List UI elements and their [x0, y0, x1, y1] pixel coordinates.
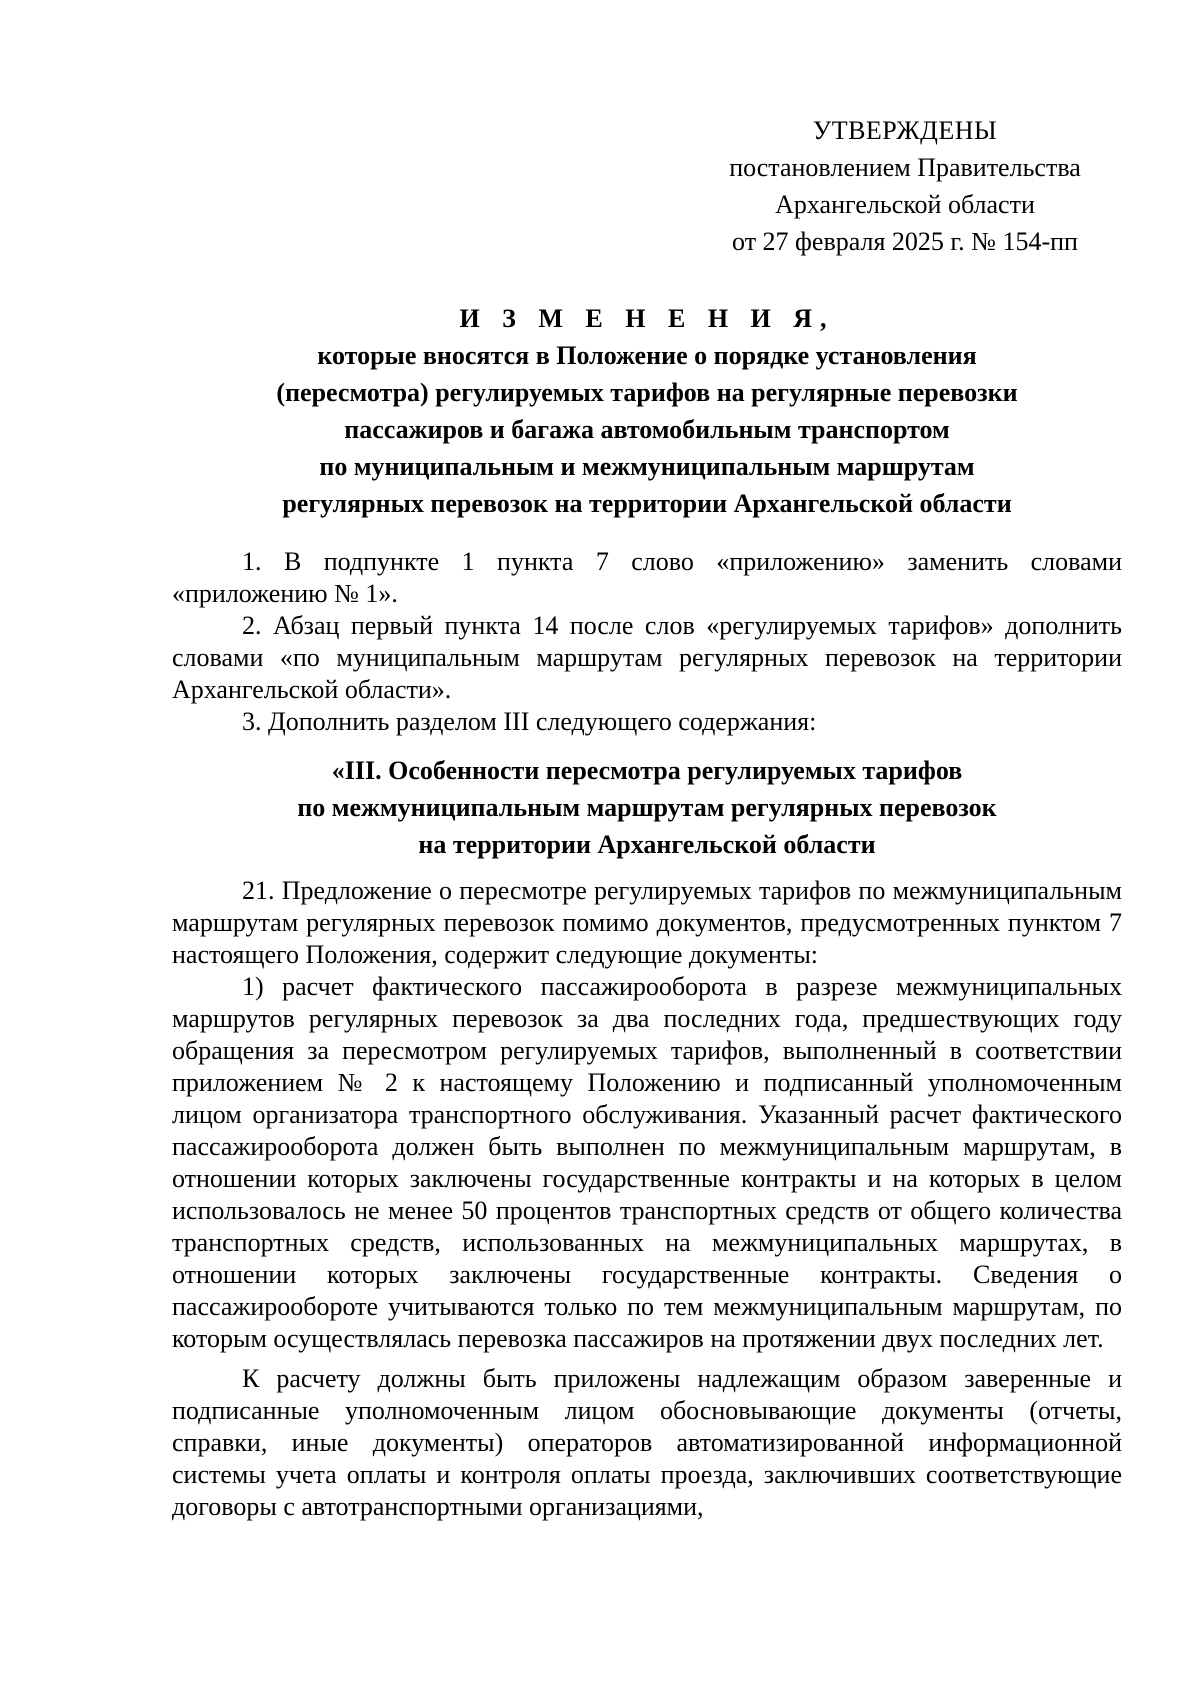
- section-heading-line: на территории Архангельской области: [418, 830, 876, 859]
- approval-stamp: [690, 112, 1120, 260]
- title-line: регулярных перевозок на территории Архангельской области: [282, 489, 1012, 518]
- approval-line-date: от 27 февраля 2025 г. № 154-пп: [732, 227, 1078, 256]
- section-paragraph-21: 21. Предложение о пересмотре регулируемых тарифов по межмуниципальным маршрутам регулярных перевозок помимо документов, предусмотренных пунктом 7 настоящего Положения, содержит следующие документы:: [172, 876, 1122, 969]
- amendment-item-2: 2. Абзац первый пункта 14 после слов «регулируемых тарифов» дополнить словами «по муниципальным маршрутам регулярных перевозок на территории Архангельской области».: [172, 611, 1122, 704]
- title-line: по муниципальным и межмуниципальным маршрутам: [319, 452, 975, 481]
- approval-line-region: Архангельской области: [775, 190, 1035, 219]
- amendment-item-3: 3. Дополнить разделом III следующего содержания:: [242, 707, 817, 736]
- section-subitem-1: 1) расчет фактического пассажирооборота в разрезе межмуниципальных маршрутов регулярных перевозок за два последних года, предшествующих году обращения за пересмотром регулируемых тарифов, выполненный в соответствии приложением № 2 к настоящему Положению и подписанный уполномоченным лицом организатора транспортного обслуживания. Указанный расчет фактического пассажирооборота должен быть выполнен по межмуниципальным маршрутам, в отношении которых заключены государственные контракты и на которых в целом использовалось не менее 50 процентов транспортных средств от общего количества транспортных средств, использованных на межмуниципальных маршрутах, в отношении которых заключены государственные контракты. Сведения о пассажирообороте учитываются только по тем межмуниципальным маршрутам, по которым осуществлялась перевозка пассажиров на протяжении двух последних лет.: [172, 972, 1122, 1353]
- title-line: пассажиров и багажа автомобильным транспортом: [344, 415, 950, 444]
- title-line: (пересмотра) регулируемых тарифов на регулярные перевозки: [276, 378, 1018, 407]
- title-line: которые вносятся в Положение о порядке установления: [317, 341, 977, 370]
- section-heading: [172, 752, 1122, 863]
- amendment-item-1: 1. В подпункте 1 пункта 7 слово «приложению» заменить словами «приложению № 1».: [172, 547, 1122, 608]
- document-body: [172, 546, 1122, 1523]
- section-heading-line: «III. Особенности пересмотра регулируемых тарифов: [331, 756, 963, 785]
- document-title: [172, 300, 1122, 522]
- section-heading-line: по межмуниципальным маршрутам регулярных перевозок: [297, 793, 997, 822]
- approval-label: УТВЕРЖДЕНЫ: [812, 116, 998, 145]
- title-heading: И З М Е Н Е Н И Я,: [459, 304, 835, 333]
- approval-line-authority: постановлением Правительства: [729, 153, 1081, 182]
- section-paragraph-attachments: К расчету должны быть приложены надлежащим образом заверенные и подписанные уполномоченным лицом обосновывающие документы (отчеты, справки, иные документы) операторов автоматизированной информационной системы учета оплаты и контроля оплаты проезда, заключивших соответствующие договоры с автотранспортными организациями,: [172, 1364, 1122, 1521]
